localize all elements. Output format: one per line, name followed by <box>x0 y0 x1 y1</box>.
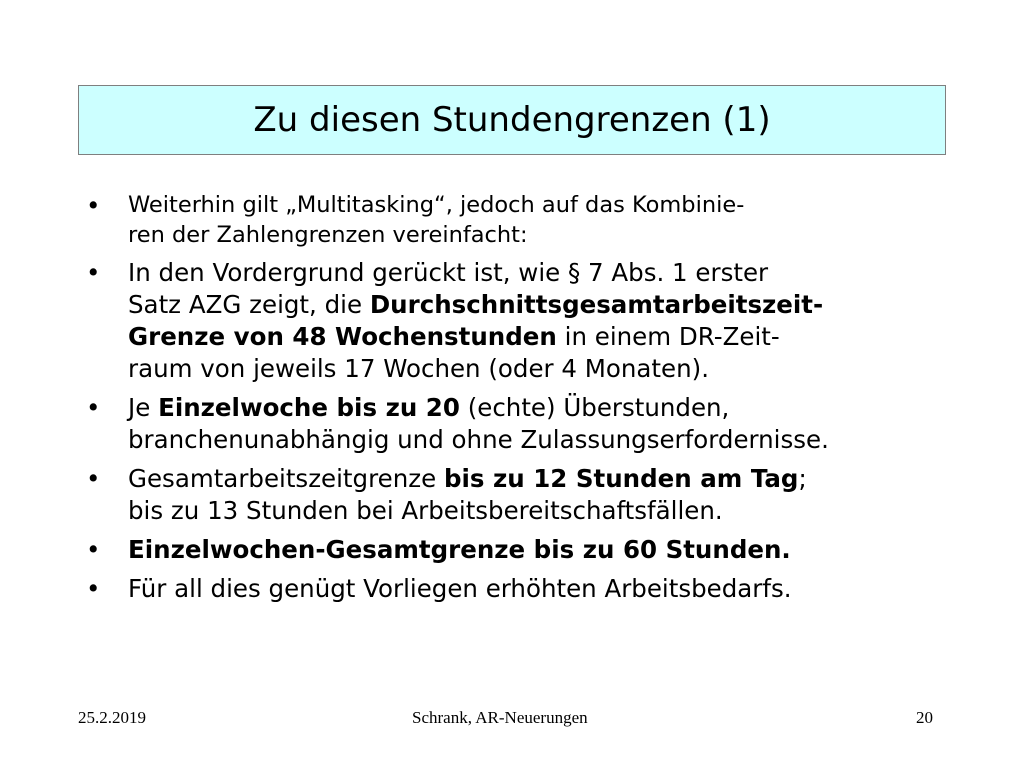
text-segment: branchenunabhängig und ohne Zulassungserfordernisse. <box>128 425 829 454</box>
bullet-item <box>86 534 946 566</box>
bullet-line <box>128 392 946 424</box>
bullet-item <box>86 257 946 385</box>
bullet-line <box>128 573 946 605</box>
bullet-line <box>128 220 946 250</box>
bullet-line <box>128 463 946 495</box>
bullet-line <box>128 353 946 385</box>
bold-text: Durchschnittsgesamtarbeitszeit- <box>369 290 824 319</box>
bullet-line <box>128 534 946 566</box>
text-segment: ; <box>798 464 807 493</box>
text-segment: Je <box>128 393 159 422</box>
text-segment: Für all dies genügt Vorliegen erhöhten Arbeitsbedarfs. <box>128 574 792 603</box>
bold-text: Grenze von 48 Wochenstunden <box>128 322 557 351</box>
bullet-item <box>86 573 946 605</box>
bullet-item <box>86 190 946 250</box>
bullet-icon: • <box>86 258 101 287</box>
bullet-line <box>128 289 946 321</box>
bullet-item <box>86 392 946 456</box>
footer-author-topic: Schrank, AR-Neuerungen <box>412 708 588 727</box>
text-segment: bis zu 13 Stunden bei Arbeitsbereitschaftsfällen. <box>128 496 723 525</box>
bullet-item <box>86 463 946 527</box>
text-segment: (echte) Überstunden, <box>459 393 730 422</box>
text-segment: ren der Zahlengrenzen vereinfacht: <box>128 222 528 248</box>
text-segment: Gesamtarbeitszeitgrenze <box>128 464 444 493</box>
bold-text: Einzelwoche bis zu 20 <box>158 393 460 422</box>
title-box <box>78 85 946 155</box>
bullet-icon: • <box>86 535 101 564</box>
bullet-line <box>128 321 946 353</box>
slide-title: Zu diesen Stundengrenzen (1) <box>253 100 771 140</box>
footer-date: 25.2.2019 <box>78 708 146 727</box>
bullet-icon: • <box>86 464 101 493</box>
bullet-icon: • <box>86 574 101 603</box>
bullet-icon: • <box>86 191 101 220</box>
footer-page-number: 20 <box>916 708 933 727</box>
bullet-line <box>128 424 946 456</box>
text-segment: In den Vordergrund gerückt ist, wie § 7 Abs. 1 erster <box>128 258 769 287</box>
bullet-line <box>128 495 946 527</box>
text-segment: in einem DR-Zeit- <box>556 322 780 351</box>
text-segment: Satz AZG zeigt, die <box>128 290 370 319</box>
text-segment: raum von jeweils 17 Wochen (oder 4 Monaten). <box>128 354 709 383</box>
bold-text: bis zu 12 Stunden am Tag <box>443 464 799 493</box>
bullet-icon: • <box>86 393 101 422</box>
bullet-line <box>128 257 946 289</box>
bold-text: Einzelwochen-Gesamtgrenze bis zu 60 Stunden. <box>128 535 791 564</box>
bullet-line <box>128 190 946 220</box>
bullet-list <box>86 190 946 612</box>
text-segment: Weiterhin gilt „Multitasking“, jedoch auf das Kombinie- <box>128 192 745 218</box>
